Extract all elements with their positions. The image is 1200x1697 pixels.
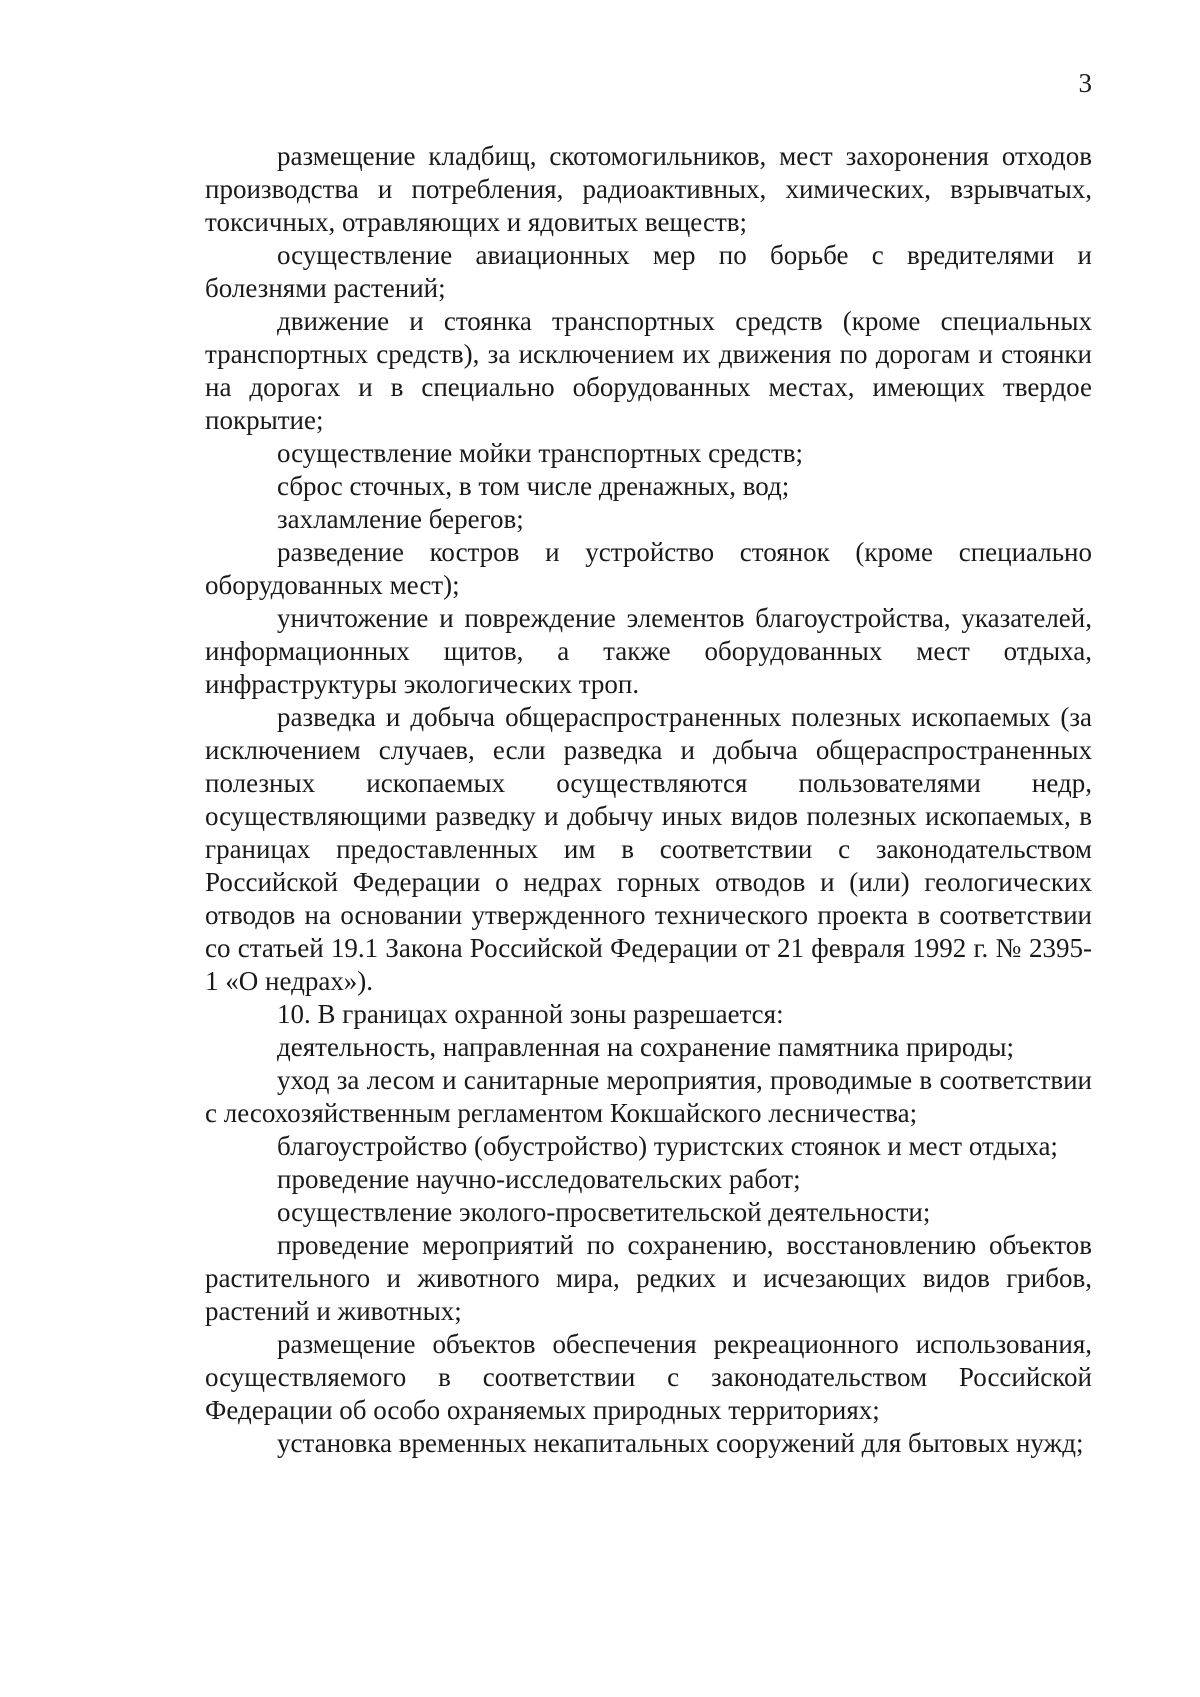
paragraph: сброс сточных, в том числе дренажных, вод; [277,471,790,501]
paragraph: захламление берегов; [277,504,524,534]
page-number: 3 [1078,68,1092,98]
section-heading: 10. В границах охранной зоны разрешается: [277,999,784,1029]
paragraph: размещение кладбищ, скотомогильников, мест захоронения отходов производства и потребления, радиоактивных, химических, взрывчатых, токсичных, отравляющих и ядовитых веществ; [205,141,1092,237]
paragraph: благоустройство (обустройство) туристских стоянок и мест отдыха; [277,1131,1058,1161]
paragraph: уход за лесом и санитарные мероприятия, проводимые в соответствии с лесохозяйственным регламентом Кокшайского лесничества; [205,1065,1092,1128]
paragraph: деятельность, направленная на сохранение памятника природы; [277,1032,1014,1062]
paragraph: проведение научно-исследовательских работ; [277,1164,801,1194]
paragraph: установка временных некапитальных сооружений для бытовых нужд; [277,1428,1084,1458]
paragraph: проведение мероприятий по сохранению, восстановлению объектов растительного и животного мира, редких и исчезающих видов грибов, растений и животных; [205,1230,1092,1326]
paragraph: движение и стоянка транспортных средств (кроме специальных транспортных средств), за исключением их движения по дорогам и стоянки на дорогах и в специально оборудованных местах, имеющих твердое покрытие; [205,306,1092,435]
paragraph: размещение объектов обеспечения рекреационного использования, осуществляемого в соответствии с законодательством Российской Федерации об особо охраняемых природных территориях; [205,1329,1092,1425]
paragraph: осуществление авиационных мер по борьбе с вредителями и болезнями растений; [205,240,1092,303]
paragraph: разведка и добыча общераспространенных полезных ископаемых (за исключением случаев, если разведка и добыча общераспространенных полезных ископаемых осуществляются пользователями недр, осуществляющими разведку и добычу иных видов полезных ископаемых, в границах предоставленных им в соответствии с законодательством Российской Федерации о недрах горных отводов и (или) геологических отводов на основании утвержденного технического проекта в соответствии со статьей 19.1 Закона Российской Федерации от 21 февраля 1992 г. № 2395-1 «О недрах»). [205,702,1092,996]
paragraph: разведение костров и устройство стоянок (кроме специально оборудованных мест); [205,537,1092,600]
document-body [205,140,1092,1460]
paragraph: осуществление мойки транспортных средств; [277,438,804,468]
paragraph: уничтожение и повреждение элементов благоустройства, указателей, информационных щитов, а также оборудованных мест отдыха, инфраструктуры экологических троп. [205,603,1092,699]
paragraph: осуществление эколого-просветительской деятельности; [277,1197,931,1227]
